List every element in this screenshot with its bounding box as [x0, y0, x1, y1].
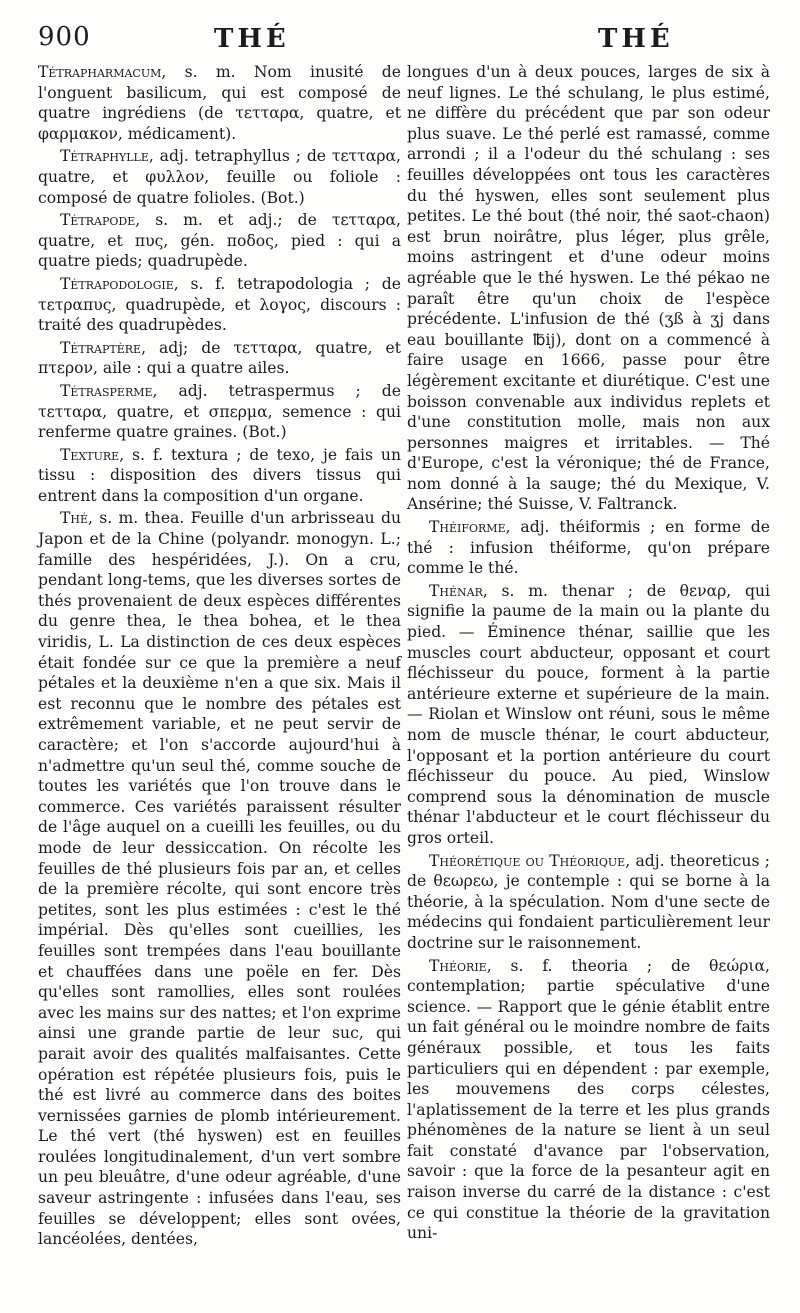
left-column	[38, 62, 401, 1250]
entry-headword: Théorie	[429, 956, 487, 975]
entry	[38, 146, 401, 208]
entry	[38, 338, 401, 379]
entry-headword: Thé	[60, 509, 89, 528]
entry-headword: Thénar	[429, 581, 483, 600]
entry	[38, 381, 401, 443]
entry-headword: Tétrapharmacum	[38, 63, 162, 81]
page-header	[38, 22, 770, 62]
entry-headword: Théorétique ou Théorique	[429, 851, 626, 870]
entry-headword: Tétraphylle	[60, 147, 149, 166]
entry-body: , s. f. textura ; de texo, je fais un tissu : disposition des divers tissus qui entrent dans la composition d'un organe.	[38, 445, 401, 505]
entry	[407, 956, 770, 1244]
entry	[407, 581, 770, 849]
entry-body: , adj. theoreticus ; de θεωρεω, je contemple : qui se borne à la théorie, à la spéculation. Nom d'une secte de médecins qui fondaient particulièrement leur doctrine sur le raisonnement.	[407, 851, 771, 952]
entry	[38, 445, 401, 507]
entry-headword: Tétrapodologie	[60, 274, 174, 293]
entry	[407, 517, 770, 579]
entry-headword: Texture	[60, 445, 120, 464]
entry-headword: Tétrapode	[60, 211, 136, 230]
entry-body: , adj; de τετταρα, quatre, et πτερον, aile : qui a quatre ailes.	[38, 338, 401, 378]
entry-body: , adj. tetraspermus ; de τετταρα, quatre, et σπερμα, semence : qui renferme quatre graines. (Bot.)	[38, 381, 401, 442]
entry-body: , s. m. et adj.; de τετταρα, quatre, et πυς, gén. ποδος, pied : qui a quatre pieds; quadrupède.	[38, 211, 401, 271]
running-headword-right: THÉ	[598, 24, 674, 54]
entry	[38, 508, 401, 1249]
entry-headword: Tétraptère	[60, 338, 142, 357]
entry	[38, 62, 401, 144]
entry-body: , s. m. thenar ; de θεναρ, qui signifie la paume de la main ou la plante du pied. — Éminence thénar, saillie que les muscles court abducteur, opposant et court fléchisseur du pouce, forment à la partie antérieure externe et supérieure de la main. — Riolan et Winslow ont réuni, sous le même nom de muscle thénar, le court abducteur, l'opposant et la portion antérieure du court fléchisseur du pouce. Au pied, Winslow comprend sous la dénomination de muscle thénar l'abducteur et le court fléchisseur du gros orteil.	[407, 581, 770, 847]
entry-body: , s. m. Nom inusité de l'onguent basilicum, qui est composé de quatre ingrédiens (de τετταρα, quatre, et φαρμακον, médicament).	[38, 63, 401, 143]
text-columns	[38, 62, 770, 1250]
running-headword-left: THÉ	[214, 24, 290, 54]
entry	[407, 851, 770, 954]
entry	[38, 210, 401, 272]
page-number: 900	[38, 22, 91, 52]
entry	[38, 274, 401, 336]
entry-continuation	[407, 62, 770, 515]
entry-body: , s. f. theoria ; de θεώρια, contemplation; partie spéculative d'une science. — Rapport que le génie établit entre un fait général ou le moindre nombre de faits généraux possible, et tous les faits particuliers qui en dépendent : par exemple, les mouvemens des corps célestes, l'aplatissement de la terre et les plus grands phénomènes de la nature se lient à un seul fait constaté d'avance par l'observation, savoir : que la force de la pesanteur agit en raison inverse du carré de la distance : c'est ce qui constitue la théorie de la gravitation uni-	[407, 956, 770, 1243]
entry-body: longues d'un à deux pouces, larges de six à neuf lignes. Le thé schulang, le plus estimé, ne diffère du précédent que par son odeur plus suave. Le thé perlé est ramassé, comme arrondi ; il a l'odeur du thé schulang : ses feuilles développées ont tous les caractères du thé hyswen, elles sont seulement plus petites. Le thé bout (thé noir, thé saot-chaon) est brun noirâtre, plus léger, plus grêle, moins astringent et d'une odeur moins agréable que le thé hyswen. Le thé pékao ne paraît être qu'un choix de l'espèce précédente. L'infusion de thé (ʒß à ʒj dans eau bouillante ℔ij), dont on a commencé à faire usage en 1666, passe pour être légèrement excitante et diurétique. C'est une boisson convenable aux individus replets et d'une constitution molle, mais non aux personnes maigres et irritables. — Thé d'Europe, c'est la véronique; thé de France, nom donné à la sauge; thé du Mexique, V. Ansérine; thé Suisse, V. Faltranck.	[407, 63, 770, 514]
right-column	[407, 62, 770, 1250]
entry-headword: Tétrasperme	[60, 381, 153, 400]
entry-headword: Théiforme	[429, 518, 506, 537]
entry-body: , s. f. tetrapodologia ; de τετραπυς, quadrupède, et λογος, discours : traité des quadrupèdes.	[38, 274, 401, 335]
entry-body: , adj. théiformis ; en forme de thé : infusion théiforme, qu'on prépare comme le thé.	[407, 518, 770, 578]
entry-body: , s. m. thea. Feuille d'un arbrisseau du Japon et de la Chine (polyandr. monogyn. L.; famille des hespéridées, J.). On a cru, pendant long-tems, que les diverses sortes de thés provenaient de deux espèces différentes du genre thea, le thea bohea, et le thea viridis, L. La distinction de ces deux espèces était fondée sur ce que la première a neuf pétales et la deuxième n'en a que six. Mais il est reconnu que le nombre des pétales est extrêmement variable, et ne peut servir de caractère; et l'on s'accorde aujourd'hui à n'admettre qu'un seul thé, comme souche de toutes les variétés que l'on trouve dans le commerce. Ces variétés paraissent résulter de l'âge auquel on a cueilli les feuilles, ou du mode de leur dessiccation. On récolte les feuilles de thé plusieurs fois par an, et celles de la première récolte, qui sont encore très petites, sont les plus estimées : c'est le thé impérial. Dès qu'elles sont cueillies, les feuilles sont trempées dans l'eau bouillante et chauffées dans une poële en fer. Dès qu'elles sont ramollies, elles sont roulées avec les mains sur des nattes; et l'on exprime ainsi une grande partie de leur suc, qui parait avoir des qualités malfaisantes. Cette opération est répétée plusieurs fois, puis le thé est livré au commerce dans des boites vernissées garnies de plomb intérieurement. Le thé vert (thé hyswen) est en feuilles roulées longitudinalement, d'un vert sombre un peu bleuâtre, d'une odeur agréable, d'une saveur astringente : infusées dans l'eau, ses feuilles se développent; elles sont ovées, lancéolées, dentées,	[38, 509, 401, 1249]
entry-body: , adj. tetraphyllus ; de τετταρα, quatre, et φυλλον, feuille ou foliole : composé de quatre folioles. (Bot.)	[38, 147, 401, 207]
